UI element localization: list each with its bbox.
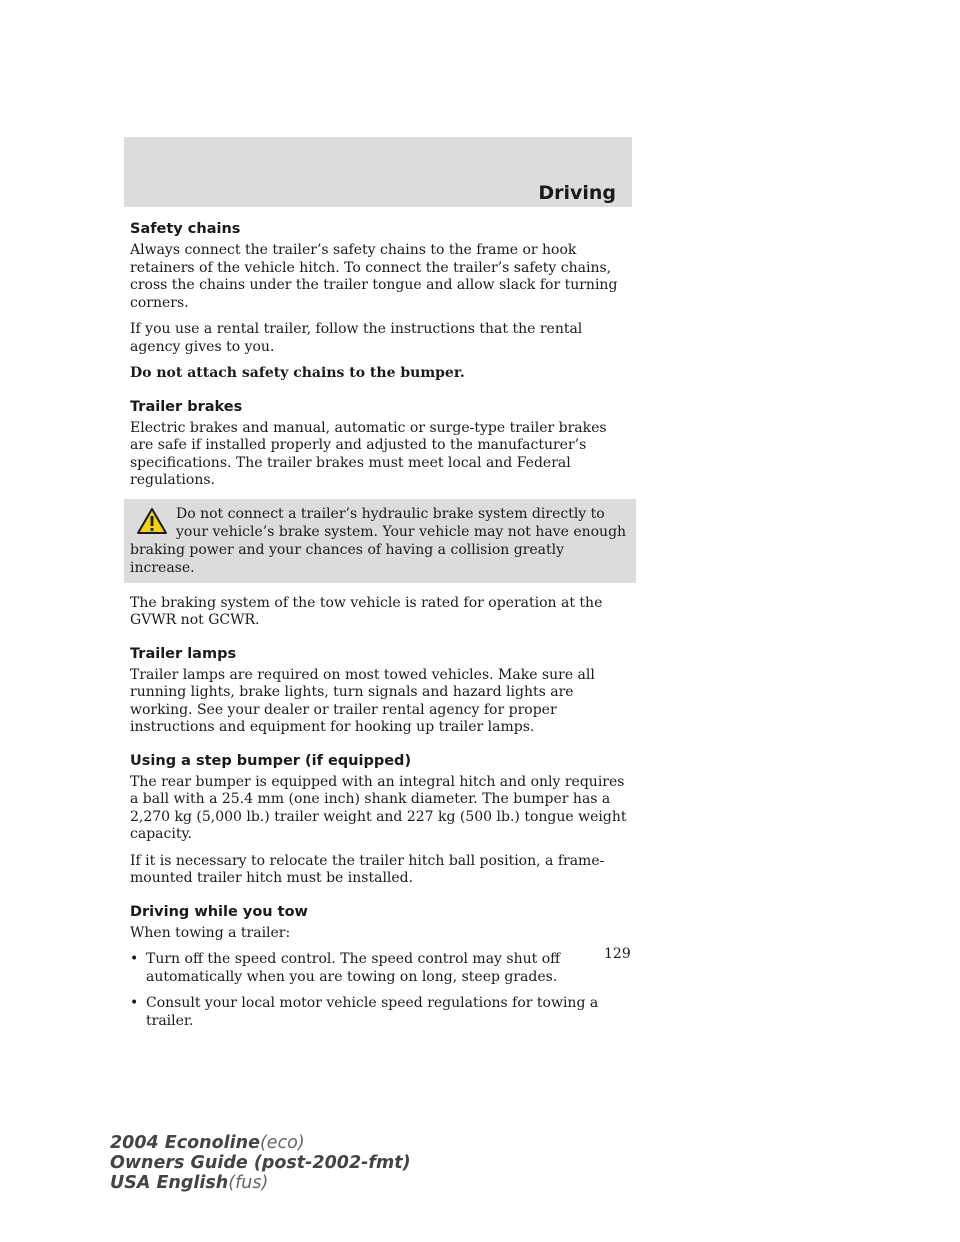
paragraph: If it is necessary to relocate the trailer hitch ball position, a frame-mounted trailer hitch must be installed. [130,852,605,886]
bold-notice: Do not attach safety chains to the bumper. [130,365,465,381]
heading-trailer-lamps: Trailer lamps [130,645,237,662]
footer-model-code: (eco) [259,1133,305,1153]
footer-language: USA English [110,1173,229,1193]
header-band [124,137,632,207]
paragraph: Trailer lamps are required on most towed vehicles. Make sure all running lights, brake lights, turn signals and hazard lights are working. See your dealer or trailer rental agency for proper instructions and equipment for hooking up trailer lamps. [130,666,595,735]
footer-model: 2004 Econoline [110,1133,260,1153]
heading-driving-tow: Driving while you tow [130,903,308,920]
footer-language-code: (fus) [228,1173,269,1193]
bullet-icon: • [130,951,139,967]
paragraph: Electric brakes and manual, automatic or surge-type trailer brakes are safe if installed properly and adjusted to the manufacturer’s specifications. The trailer brakes must meet local and Federal regulations. [130,419,607,488]
paragraph: If you use a rental trailer, follow the instructions that the rental agency gives to you. [130,321,583,355]
list-item-text: Consult your local motor vehicle speed regulations for towing a trailer. [146,995,599,1029]
list-item-text: Turn off the speed control. The speed control may shut off automatically when you are towing on long, steep grades. [146,951,561,985]
paragraph: The rear bumper is equipped with an integral hitch and only requires a ball with a 25.4 mm (one inch) shank diameter. The bumper has a 2,270 kg (5,000 lb.) trailer weight and 227 kg (500 lb.) tongue weight capacity. [130,773,627,842]
page-number: 129 [604,946,631,962]
warning-text-line1: Do not connect a trailer’s hydraulic brake system directly to your vehicle’s brake system. Your vehicle may not have enough [176,505,627,540]
list-item [130,995,630,1030]
paragraph: Always connect the trailer’s safety chains to the frame or hook retainers of the vehicle hitch. To connect the trailer’s safety chains, cross the chains under the trailer tongue and allow slack for turning corners. [130,242,618,311]
heading-trailer-brakes: Trailer brakes [130,398,243,415]
footer-doc-id [110,1133,411,1193]
section-title: Driving [538,182,616,204]
bullet-icon: • [130,995,139,1011]
paragraph: The braking system of the tow vehicle is rated for operation at the GVWR not GCWR. [130,594,603,628]
page-content [130,219,630,1039]
warning-box [124,499,636,583]
warning-text-line2: braking power and your chances of having a collision greatly increase. [130,541,565,576]
list-item [130,951,630,986]
footer-guide: Owners Guide (post-2002-fmt) [110,1153,411,1173]
heading-safety-chains: Safety chains [130,221,241,237]
heading-step-bumper: Using a step bumper (if equipped) [130,752,412,769]
warning-triangle-icon [136,507,168,535]
bullet-list [130,951,630,1030]
paragraph: When towing a trailer: [130,924,291,941]
